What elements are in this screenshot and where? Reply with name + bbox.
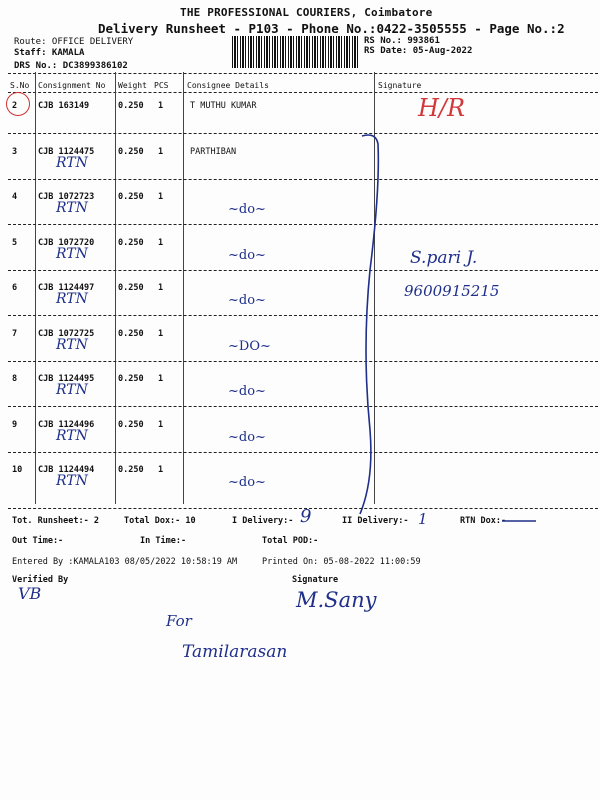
row-consignment-no: CJB 1072725 <box>38 329 95 339</box>
out-time-label: Out Time:- <box>12 536 64 546</box>
total-pod-label: Total POD:- <box>262 536 319 546</box>
col-divider <box>115 72 116 504</box>
printed-on: Printed On: 05-08-2022 11:00:59 <box>262 557 421 567</box>
col-header-pcs: PCS <box>154 81 169 90</box>
row-divider <box>8 179 598 180</box>
row-consignment-no: CJB 1072723 <box>38 192 95 202</box>
for-name-handwritten: Tamilarasan <box>182 642 288 662</box>
rs-number: RS No.: 993861 <box>364 36 440 46</box>
drs-number: DRS No.: DC3899386102 <box>14 61 128 71</box>
staff-label: Staff: KAMALA <box>14 48 85 58</box>
signature-row5: S.pari J. <box>410 248 478 268</box>
col-header-consignment: Consignment No <box>38 81 106 90</box>
phone-number-handwritten: 9600915215 <box>404 282 500 300</box>
row-weight: 0.250 <box>118 192 144 202</box>
row-divider <box>8 270 598 271</box>
row-weight: 0.250 <box>118 101 144 111</box>
row-consignment-no: CJB 1124494 <box>38 465 95 475</box>
row-divider <box>8 361 598 362</box>
row-weight: 0.250 <box>118 147 144 157</box>
total-dox: Total Dox:- 10 <box>124 516 196 526</box>
verified-by-signature: VB <box>18 584 42 603</box>
row-remark-handwritten: RTN <box>56 200 88 216</box>
rtn-dash-mark <box>500 516 540 526</box>
row-ditto-mark: ~do~ <box>228 293 266 308</box>
row-pcs: 1 <box>158 465 164 475</box>
runsheet-title: Delivery Runsheet - P103 - Phone No.:0422-3505555 - Page No.:2 <box>98 21 565 36</box>
row-divider <box>8 315 598 316</box>
row-pcs: 1 <box>158 192 164 202</box>
row-remark-handwritten: RTN <box>56 291 88 307</box>
row-pcs: 1 <box>158 147 164 157</box>
verified-by-label: Verified By <box>12 575 69 585</box>
row-weight: 0.250 <box>118 329 144 339</box>
row-sno: 9 <box>12 420 18 430</box>
row-remark-handwritten: RTN <box>56 428 88 444</box>
rs-date: RS Date: 05-Aug-2022 <box>364 46 473 56</box>
row-sno: 4 <box>12 192 18 202</box>
row-divider <box>8 452 598 453</box>
row-remark-handwritten: RTN <box>56 473 88 489</box>
for-label-handwritten: For <box>166 612 192 630</box>
row-ditto-mark: ~do~ <box>228 475 266 490</box>
in-time-label: In Time:- <box>140 536 187 546</box>
row-remark-handwritten: RTN <box>56 382 88 398</box>
row-remark-handwritten: RTN <box>56 155 88 171</box>
row-pcs: 1 <box>158 283 164 293</box>
ii-delivery-count: 1 <box>418 510 428 528</box>
row-sno: 10 <box>12 465 23 475</box>
table-top-rule <box>8 73 598 74</box>
row-ditto-mark: ~do~ <box>228 202 266 217</box>
row-remark-handwritten: RTN <box>56 246 88 262</box>
row-weight: 0.250 <box>118 465 144 475</box>
row-ditto-mark: ~do~ <box>228 430 266 445</box>
col-header-signature: Signature <box>378 81 422 90</box>
row-sno: 2 <box>12 101 18 111</box>
row-divider <box>8 224 598 225</box>
signature-label: Signature <box>292 575 339 585</box>
row-pcs: 1 <box>158 238 164 248</box>
rtn-dox-label: RTN Dox:- <box>460 516 507 526</box>
col-divider <box>183 72 184 504</box>
row-consignee: T MUTHU KUMAR <box>190 101 257 111</box>
row-pcs: 1 <box>158 420 164 430</box>
entered-by: Entered By :KAMALA103 08/05/2022 10:58:19 AM <box>12 557 238 567</box>
col-header-weight: Weight <box>118 81 147 90</box>
row-ditto-mark: ~DO~ <box>228 339 271 354</box>
i-delivery-label: I Delivery:- <box>232 516 294 526</box>
row-consignment-no: CJB 1124495 <box>38 374 95 384</box>
row-pcs: 1 <box>158 329 164 339</box>
row-weight: 0.250 <box>118 420 144 430</box>
signature-row2: H/R <box>418 94 466 122</box>
row-sno: 7 <box>12 329 18 339</box>
row-consignment-no: CJB 163149 <box>38 101 90 111</box>
row-consignment-no: CJB 1072720 <box>38 238 95 248</box>
row-remark-handwritten: RTN <box>56 337 88 353</box>
row-pcs: 1 <box>158 374 164 384</box>
i-delivery-count: 9 <box>300 506 312 527</box>
row-weight: 0.250 <box>118 283 144 293</box>
col-divider <box>35 72 36 504</box>
row-highlight-circle <box>6 92 30 116</box>
staff-signature: M.Sany <box>296 588 377 612</box>
bracket-mark <box>340 130 390 520</box>
company-title: THE PROFESSIONAL COURIERS, Coimbatore <box>180 6 433 19</box>
col-header-sno: S.No <box>10 81 30 90</box>
ii-delivery-label: II Delivery:- <box>342 516 409 526</box>
header-rule <box>8 92 598 93</box>
row-ditto-mark: ~do~ <box>228 248 266 263</box>
row-sno: 6 <box>12 283 18 293</box>
row-consignment-no: CJB 1124475 <box>38 147 95 157</box>
row-sno: 3 <box>12 147 18 157</box>
row-consignment-no: CJB 1124496 <box>38 420 95 430</box>
route-label: Route: OFFICE DELIVERY <box>14 37 134 47</box>
col-header-consignee: Consignee Details <box>187 81 269 90</box>
row-weight: 0.250 <box>118 374 144 384</box>
row-pcs: 1 <box>158 101 164 111</box>
barcode <box>232 36 358 68</box>
row-sno: 8 <box>12 374 18 384</box>
row-consignee: PARTHIBAN <box>190 147 237 157</box>
row-divider <box>8 133 598 134</box>
row-ditto-mark: ~do~ <box>228 384 266 399</box>
total-runsheet: Tot. Runsheet:- 2 <box>12 516 99 526</box>
row-consignment-no: CJB 1124497 <box>38 283 95 293</box>
row-divider <box>8 406 598 407</box>
row-weight: 0.250 <box>118 238 144 248</box>
row-sno: 5 <box>12 238 18 248</box>
